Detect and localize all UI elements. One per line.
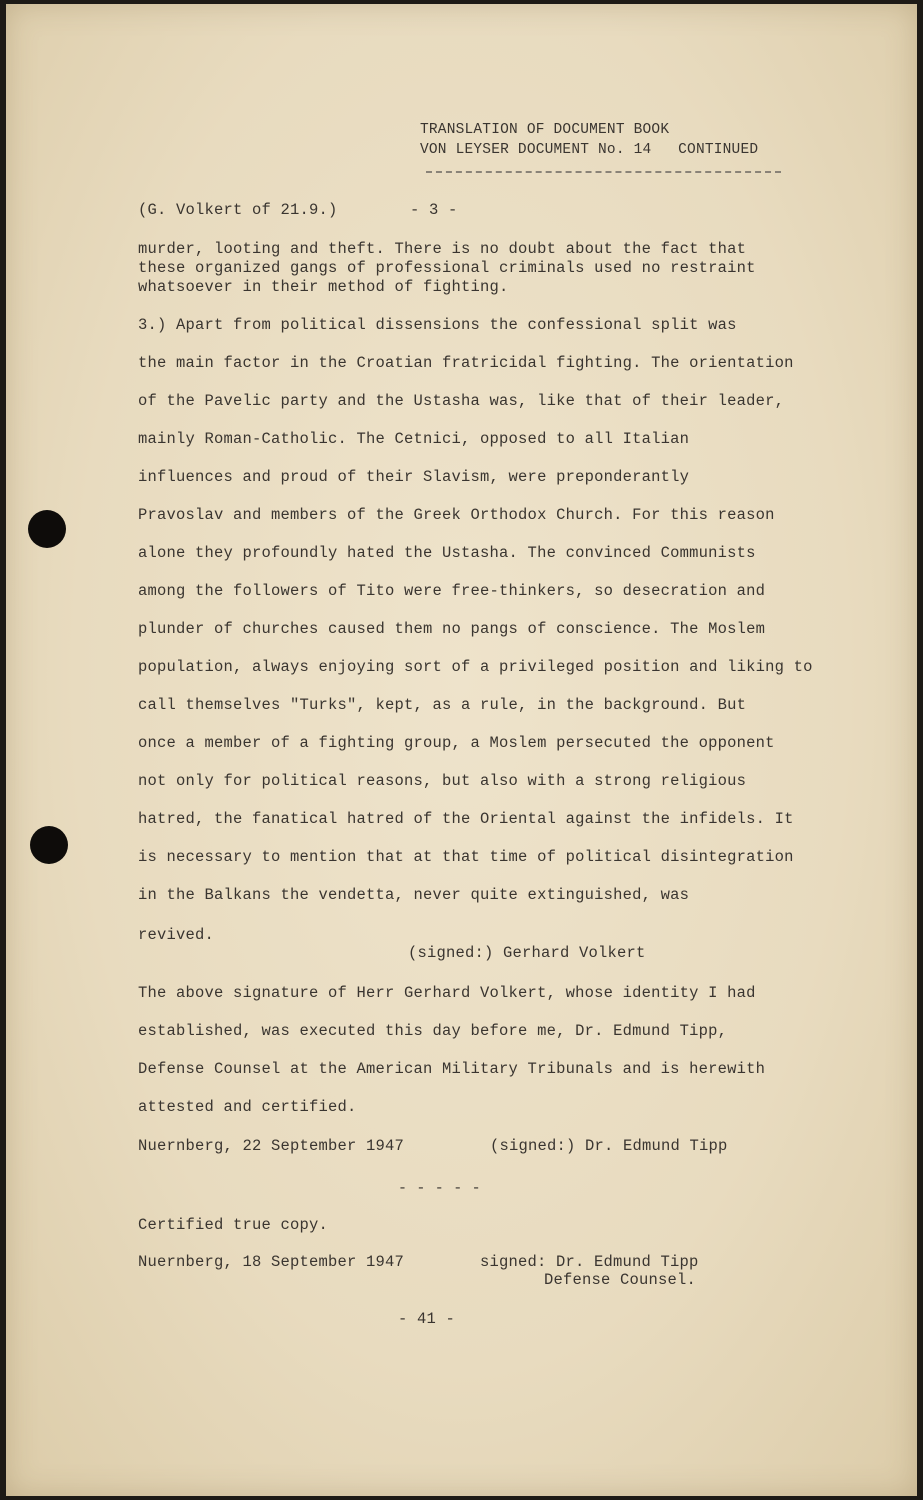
header-title: TRANSLATION OF DOCUMENT BOOK (420, 122, 670, 138)
punch-hole (30, 826, 68, 864)
header-rule (426, 171, 781, 173)
certified-copy: Certified true copy. (138, 1216, 329, 1234)
paragraph-line: once a member of a fighting group, a Moslem persecuted the opponent (138, 734, 775, 752)
intro-line: these organized gangs of professional criminals used no restraint (138, 259, 756, 277)
paragraph-line: is necessary to mention that at that time of political disintegration (138, 848, 794, 866)
paragraph-line: not only for political reasons, but also with a strong religious (138, 772, 747, 790)
signature-title: Defense Counsel. (544, 1271, 697, 1289)
place-date-copy: Nuernberg, 18 September 1947 (138, 1253, 405, 1271)
paragraph-line: hatred, the fanatical hatred of the Oriental against the infidels. It (138, 810, 794, 828)
document-page (6, 4, 917, 1496)
paragraph-line: of the Pavelic party and the Ustasha was, like that of their leader, (138, 392, 785, 410)
paragraph-line: mainly Roman-Catholic. The Cetnici, opposed to all Italian (138, 430, 690, 448)
place-date: Nuernberg, 22 September 1947 (138, 1137, 405, 1155)
paragraph-line: call themselves "Turks", kept, as a rule, in the background. But (138, 696, 747, 714)
signature-copy: signed: Dr. Edmund Tipp (480, 1253, 699, 1271)
page-marker: - 3 - (410, 201, 458, 219)
signature-volkert: (signed:) Gerhard Volkert (408, 944, 646, 962)
paragraph-line: alone they profoundly hated the Ustasha. The convinced Communists (138, 544, 756, 562)
certification-line: established, was executed this day before me, Dr. Edmund Tipp, (138, 1022, 728, 1040)
header-subtitle: VON LEYSER DOCUMENT No. 14 CONTINUED (420, 142, 759, 158)
paragraph-line: Pravoslav and members of the Greek Orthodox Church. For this reason (138, 506, 775, 524)
certification-line: The above signature of Herr Gerhard Volkert, whose identity I had (138, 984, 756, 1002)
certification-line: attested and certified. (138, 1098, 357, 1116)
intro-line: whatsoever in their method of fighting. (138, 278, 509, 296)
paragraph-line: 3.) Apart from political dissensions the confessional split was (138, 316, 737, 334)
paragraph-line: influences and proud of their Slavism, were preponderantly (138, 468, 690, 486)
intro-line: murder, looting and theft. There is no doubt about the fact that (138, 240, 747, 258)
paragraph-line: revived. (138, 926, 215, 944)
certification-line: Defense Counsel at the American Military Tribunals and is herewith (138, 1060, 766, 1078)
paragraph-line: in the Balkans the vendetta, never quite extinguished, was (138, 886, 690, 904)
paragraph-line: among the followers of Tito were free-thinkers, so desecration and (138, 582, 766, 600)
paragraph-line: the main factor in the Croatian fratricidal fighting. The orientation (138, 354, 794, 372)
document-reference: (G. Volkert of 21.9.) (138, 201, 338, 219)
page-number: - 41 - (398, 1310, 456, 1328)
punch-hole (28, 510, 66, 548)
separator: - - - - - (398, 1180, 481, 1197)
signature-tipp: (signed:) Dr. Edmund Tipp (490, 1137, 728, 1155)
paragraph-line: population, always enjoying sort of a privileged position and liking to (138, 658, 813, 676)
paragraph-line: plunder of churches caused them no pangs of conscience. The Moslem (138, 620, 766, 638)
